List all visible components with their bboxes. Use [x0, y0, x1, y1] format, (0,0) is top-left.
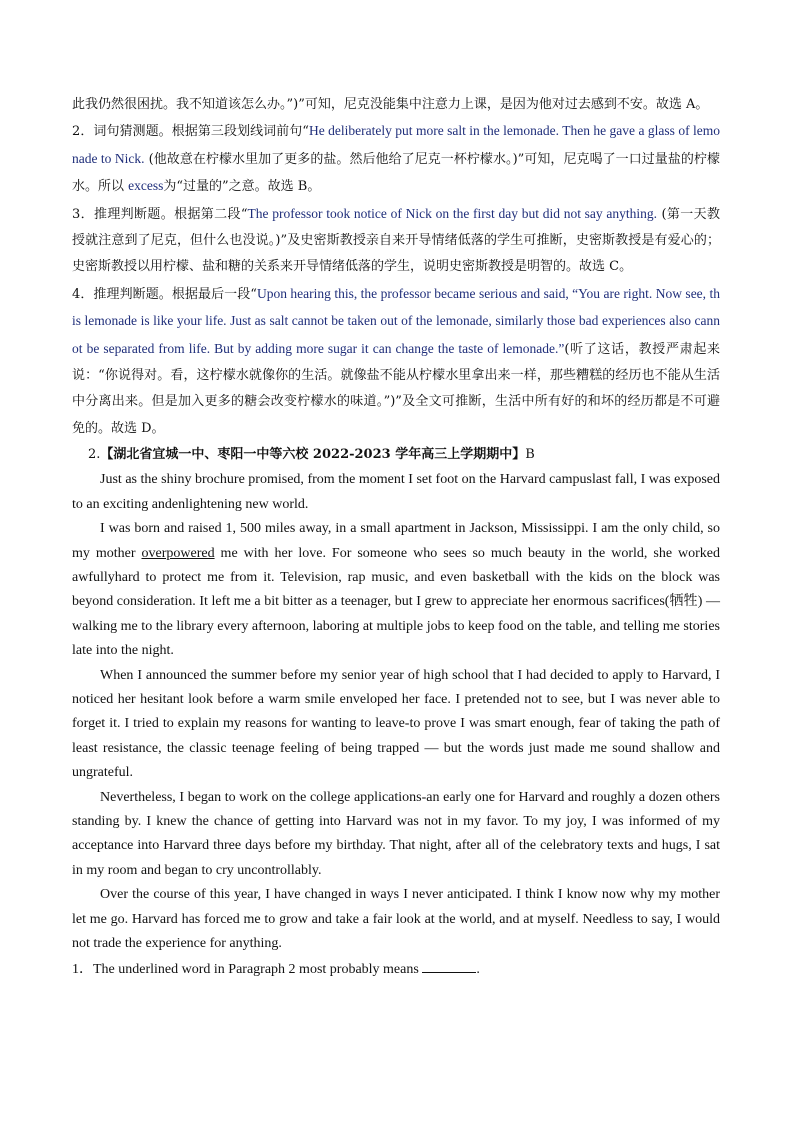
- answer-3: 3．推理判断题。根据第二段“The professor took notice of Nick on the first day but did not say anything. (第一天教授就注意到了尼克，但什么也没说。)”及史密斯教授亲自来开导情绪低落的学生可推断，史密斯教授是有爱心的；史密斯教授以用柠檬、盐和糖的关系来开导情绪低落的学生，说明史密斯教授是明智的。故选 C。: [72, 205, 720, 275]
- quote-en: The professor took notice of Nick on the first day but did not say anything.: [247, 205, 658, 221]
- document-page: [72, 92, 720, 982]
- article-paragraph-3: When I announced the summer before my senior year of high school that I had decided to apply to Harvard, I noticed her hesitant look before a warm smile enveloped her face. I pretended not to see, but I was never able to forget it. I tried to explain my reasons for wanting to leave-to prove I was smart enough, fear of taking the path of least resistance, the classic teenage feeling of being trapped — but the words just made me sound shallow and ungrateful.: [72, 667, 720, 781]
- source-heading: 2.【湖北省宜城一中、枣阳一中等六校 2022-2023 学年高三上学期期中】B: [88, 447, 535, 463]
- article-paragraph-2: I was born and raised 1, 500 miles away, in a small apartment in Jackson, Mississippi. I am the only child, so my mother overpowered me with her love. For someone who sees so much beauty in the world, she worked awfullyhard to protect me from it. Television, rap music, and even basketball with the kids on the block was beyond consideration. It left me a bit bitter as a teenager, but I grew to appreciate her enormous sacrifices(牺牲) — walking me to the library every afternoon, laboring at multiple jobs to keep food on the table, and telling me stories late into the night.: [72, 521, 720, 659]
- article-paragraph-5: Over the course of this year, I have changed in ways I never anticipated. I think I know now why my mother let me go. Harvard has forced me to grow and take a fair look at the world, and at myself. Needless to say, I would not trade the experience for anything.: [72, 887, 720, 951]
- answer-blank: [422, 960, 476, 973]
- question-1: 1．The underlined word in Paragraph 2 most probably means .: [72, 962, 480, 978]
- underlined-word: overpowered: [141, 545, 215, 561]
- article-paragraph-4: Nevertheless, I began to work on the college applications-an early one for Harvard and roughly a dozen others standing by. I knew the chance of getting into Harvard was not in my favor. To my joy, I was informed of my acceptance into Harvard three days before my birthday. That night, after all of the celebratory texts and hugs, I sat in my room and began to cry uncontrollably.: [72, 789, 720, 878]
- quote-en: He deliberately put more salt in the lemonade. Then he gave a glass of lemonade to Nick.: [72, 123, 720, 166]
- quote-en: Upon hearing this, the professor became serious and said, “You are right. Now see, this lemonade is like your life. Just as salt cannot be taken out of the lemonade, similarly those bad experiences also cannot be separated from life. But by adding more sugar it can change the taste of lemonade.”: [72, 285, 720, 356]
- keyword: excess: [128, 178, 164, 194]
- answer-1-tail: 此我仍然很困扰。我不知道该怎么办。”)”可知，尼克没能集中注意力上课，是因为他对过去感到不安。故选 A。: [72, 97, 709, 112]
- article-paragraph-1: Just as the shiny brochure promised, from the moment I set foot on the Harvard campuslast fall, I was exposed to an exciting andenlightening new world.: [72, 472, 720, 512]
- answer-4: 4．推理判断题。根据最后一段“Upon hearing this, the professor became serious and said, “You are right. Now see, this lemonade is like your life. Just as salt cannot be taken out of the lemonade, similarly those bad experiences also cannot be separated from life. But by adding more sugar it can change the taste of lemonade.”(听了这话，教授严肃起来说：“你说得对。看，这柠檬水就像你的生活。就像盐不能从柠檬水里拿出来一样，那些糟糕的经历也不能从生活中分离出来。但是加入更多的糖会改变柠檬水的味道。”)”及全文可推断，生活中所有好的和坏的经历都是不可避免的。故选 D。: [72, 285, 721, 436]
- answer-2: 2．词句猜测题。根据第三段划线词前句“He deliberately put more salt in the lemonade. Then he gave a glass of lemonade to Nick. (他故意在柠檬水里加了更多的盐。然后他给了尼克一杯柠檬水。)”可知，尼克喝了一口过量盐的柠檬水。所以 excess为“过量的”之意。故选 B。: [72, 123, 720, 195]
